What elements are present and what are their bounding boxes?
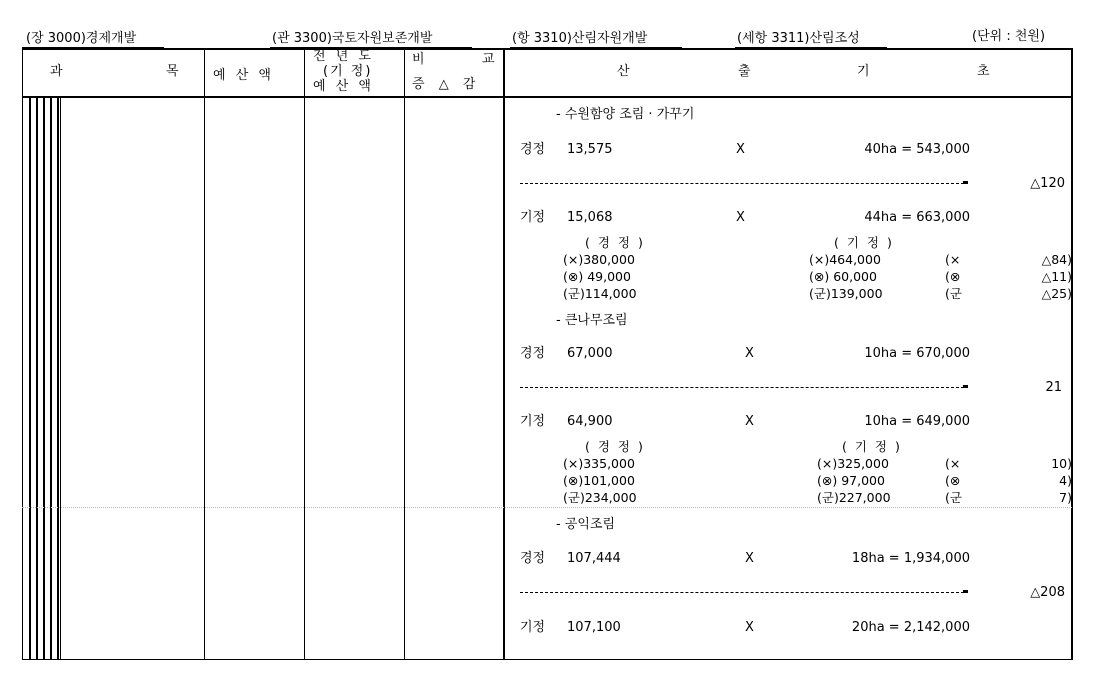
diff-value: △120 bbox=[1030, 176, 1065, 191]
header-sehang: (세항 3311)산림조성 bbox=[737, 31, 860, 46]
diff-value: △208 bbox=[1030, 585, 1065, 600]
row-label: 경정 bbox=[520, 346, 546, 361]
row-multiply: X bbox=[745, 346, 754, 361]
breakdown-left: (×)335,000 bbox=[563, 456, 635, 471]
left-bar bbox=[60, 98, 61, 660]
row-qty: 13,575 bbox=[567, 142, 613, 157]
col-budget: 예 산 액 bbox=[213, 68, 274, 83]
table-right-border bbox=[1071, 48, 1073, 660]
column-divider bbox=[503, 48, 505, 660]
breakdown-diff: 4) bbox=[1059, 473, 1072, 488]
breakdown-diff: 7) bbox=[1059, 490, 1072, 505]
col-prev-2: (기 정) bbox=[323, 64, 373, 79]
col-compare-1a: 비 bbox=[412, 52, 425, 67]
arrow-head bbox=[963, 181, 968, 184]
breakdown-right: (×)464,000 bbox=[809, 252, 881, 267]
table-top-border bbox=[22, 48, 1073, 50]
table-bottom-border bbox=[22, 659, 1073, 660]
breakdown-left: (⊗)101,000 bbox=[563, 473, 635, 488]
breakdown-left: (×)380,000 bbox=[563, 252, 635, 267]
row-qty: 67,000 bbox=[567, 346, 613, 361]
row-label: 기정 bbox=[520, 210, 546, 225]
breakdown-right: (군)227,000 bbox=[817, 490, 891, 505]
row-label: 경정 bbox=[520, 142, 546, 157]
dashed-separator bbox=[520, 387, 964, 388]
breakdown-head-right: ( 기 정 ) bbox=[842, 439, 902, 454]
breakdown-diff: △84) bbox=[1041, 252, 1072, 267]
breakdown-diff: △11) bbox=[1041, 269, 1072, 284]
row-label: 경정 bbox=[520, 551, 546, 566]
breakdown-left: (군)234,000 bbox=[563, 490, 637, 505]
header-jang: (장 3000)경제개발 bbox=[26, 31, 137, 46]
section-title: - 큰나무조림 bbox=[556, 313, 628, 328]
col-compare-2: 증 △ 감 bbox=[412, 77, 481, 92]
row-qty: 15,068 bbox=[567, 210, 613, 225]
section-title: - 수원함양 조림 · 가꾸기 bbox=[556, 107, 695, 122]
col-basis-4: 초 bbox=[977, 64, 990, 79]
row-multiply: X bbox=[736, 210, 745, 225]
row-result: 40ha = 543,000 bbox=[864, 142, 970, 157]
col-mok: 목 bbox=[166, 64, 179, 79]
left-bar bbox=[29, 98, 31, 660]
column-divider bbox=[404, 48, 405, 660]
breakdown-diff: 10) bbox=[1051, 456, 1072, 471]
left-bar bbox=[57, 98, 59, 660]
breakdown-sym: (⊗ bbox=[945, 269, 961, 284]
row-result: 10ha = 649,000 bbox=[864, 414, 970, 429]
row-qty: 107,444 bbox=[567, 551, 621, 566]
breakdown-left: (군)114,000 bbox=[563, 286, 637, 301]
column-divider bbox=[304, 48, 305, 660]
breakdown-sym: (군 bbox=[945, 490, 962, 505]
row-multiply: X bbox=[736, 142, 745, 157]
breakdown-sym: (× bbox=[945, 252, 961, 267]
row-qty: 107,100 bbox=[567, 620, 621, 635]
breakdown-sym: (× bbox=[945, 456, 961, 471]
breakdown-diff: △25) bbox=[1041, 286, 1072, 301]
left-bar bbox=[43, 98, 45, 660]
row-label: 기정 bbox=[520, 414, 546, 429]
row-multiply: X bbox=[745, 620, 754, 635]
table-left-border bbox=[22, 48, 23, 660]
column-divider bbox=[204, 48, 205, 660]
breakdown-right: (군)139,000 bbox=[809, 286, 883, 301]
row-multiply: X bbox=[745, 414, 754, 429]
breakdown-head-left: ( 경 정 ) bbox=[585, 439, 645, 454]
header-gwan: (관 3300)국토자원보존개발 bbox=[272, 31, 433, 46]
header-unit: (단위 : 천원) bbox=[972, 29, 1046, 44]
col-basis-3: 기 bbox=[857, 64, 870, 79]
breakdown-sym: (군 bbox=[945, 286, 962, 301]
row-multiply: X bbox=[745, 551, 754, 566]
breakdown-sym: (⊗ bbox=[945, 473, 961, 488]
row-result: 44ha = 663,000 bbox=[864, 210, 970, 225]
col-prev-3: 예 산 액 bbox=[313, 79, 374, 94]
breakdown-right: (×)325,000 bbox=[817, 456, 889, 471]
row-result: 20ha = 2,142,000 bbox=[851, 620, 970, 635]
breakdown-left: (⊗) 49,000 bbox=[563, 269, 631, 284]
page-break-line bbox=[22, 507, 1072, 508]
dashed-separator bbox=[520, 592, 964, 593]
row-result: 10ha = 670,000 bbox=[864, 346, 970, 361]
col-gwa: 과 bbox=[50, 64, 63, 79]
breakdown-head-right: ( 기 정 ) bbox=[834, 235, 894, 250]
header-hang: (항 3310)산림자원개발 bbox=[512, 31, 648, 46]
row-result: 18ha = 1,934,000 bbox=[851, 551, 970, 566]
left-bar bbox=[50, 98, 52, 660]
breakdown-head-left: ( 경 정 ) bbox=[585, 235, 645, 250]
col-compare-1b: 교 bbox=[482, 52, 495, 67]
breakdown-right: (⊗) 60,000 bbox=[809, 269, 877, 284]
arrow-head bbox=[963, 385, 968, 388]
row-label: 기정 bbox=[520, 620, 546, 635]
arrow-head bbox=[963, 590, 968, 593]
section-title: - 공익조림 bbox=[556, 517, 616, 532]
left-bar bbox=[36, 98, 38, 660]
col-prev-1: 전 년 도 bbox=[313, 49, 374, 64]
row-qty: 64,900 bbox=[567, 414, 613, 429]
dashed-separator bbox=[520, 183, 964, 184]
col-basis-1: 산 bbox=[617, 64, 630, 79]
diff-value: 21 bbox=[1045, 380, 1062, 395]
table-header-bottom-border bbox=[22, 96, 1073, 98]
breakdown-right: (⊗) 97,000 bbox=[817, 473, 885, 488]
col-basis-2: 출 bbox=[738, 64, 751, 79]
